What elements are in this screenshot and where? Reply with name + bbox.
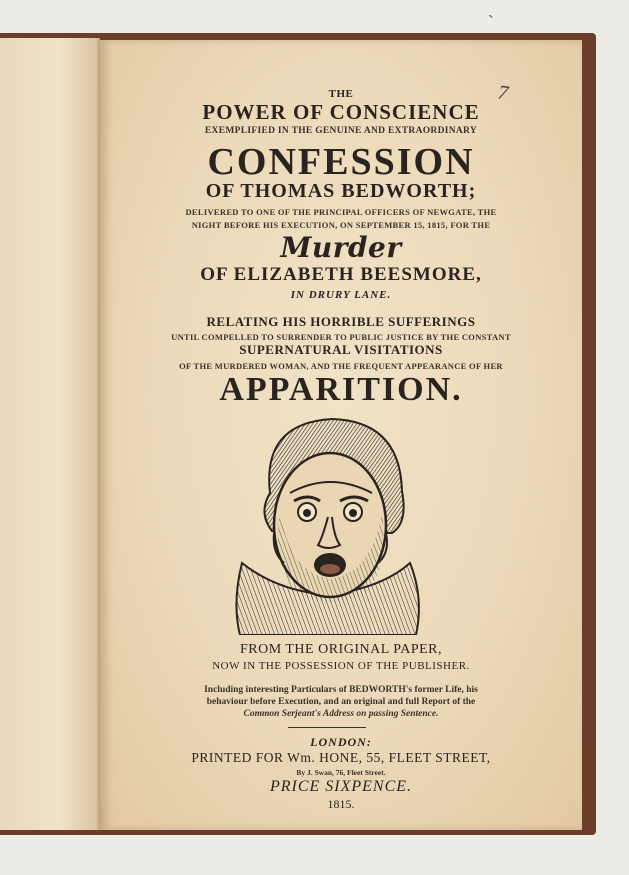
imprint-london: LONDON: [310,735,372,749]
possession-of-publisher: NOW IN THE POSSESSION OF THE PUBLISHER. [212,660,470,672]
left-endpaper [0,38,100,830]
imprint-printer: By J. Swan, 76, Fleet Street. [296,768,386,777]
title-power-of-conscience: POWER OF CONSCIENCE [202,100,480,124]
title-exemplified: EXEMPLIFIED IN THE GENUINE AND EXTRAORDINARY [204,126,478,136]
title-drury-lane: IN DRURY LANE. [290,289,392,301]
title-confession: CONFESSION [207,141,475,183]
title-delivered-line-1: DELIVERED TO ONE OF THE PRINCIPAL OFFICERS OF NEWGATE, THE [185,207,497,217]
imprint-printed-for: PRINTED FOR Wm. HONE, 55, FLEET STREET, [191,750,491,765]
title-apparition: APPARITION. [219,371,463,408]
page-mark: 7 [496,81,510,105]
title-supernatural: SUPERNATURAL VISITATIONS [239,342,443,357]
including-line-1: Including interesting Particulars of BEDWORTH's former Life, his [204,685,478,695]
imprint-year: 1815. [327,797,355,811]
title-the: THE [328,88,354,100]
title-thomas-bedworth: OF THOMAS BEDWORTH; [205,180,477,202]
title-murder: Murder [280,231,402,264]
divider-rule [288,727,366,728]
from-original-paper: FROM THE ORIGINAL PAPER, [239,642,443,657]
title-until-compelled: UNTIL COMPELLED TO SURRENDER TO PUBLIC JUSTICE BY THE CONSTANT [171,332,511,342]
including-line-3: Common Serjeant's Address on passing Sentence. [243,709,439,719]
pencil-tick-mark: ˋ [488,12,494,32]
woodcut-portrait [232,413,424,635]
including-line-2: behaviour before Execution, and an original and full Report of the [206,697,476,707]
title-delivered-line-2: NIGHT BEFORE HIS EXECUTION, ON SEPTEMBER 15, 1815, FOR THE [191,220,491,230]
title-murdered-woman: OF THE MURDERED WOMAN, AND THE FREQUENT APPEARANCE OF HER [179,361,503,371]
title-elizabeth-beesmore: OF ELIZABETH BEESMORE, [200,264,482,285]
title-relating: RELATING HIS HORRIBLE SUFFERINGS [206,314,476,329]
imprint-price: PRICE SIXPENCE. [269,778,413,795]
